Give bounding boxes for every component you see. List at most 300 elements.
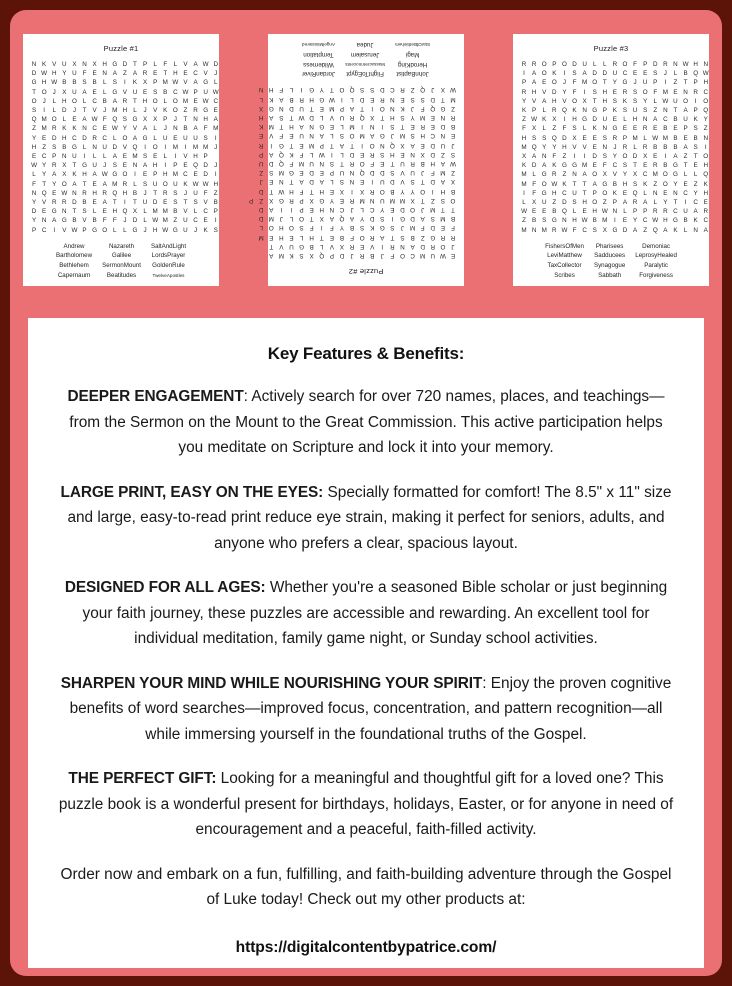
grid-letter: I [214,171,217,179]
grid-letter: K [562,180,567,188]
grid-letter: O [561,61,567,68]
grid-letter: E [122,153,127,161]
grid-letter: A [653,116,658,124]
grid-letter: T [133,97,137,105]
grid-letter: C [390,86,395,94]
grid-letter [246,122,256,131]
grid-letter: R [400,86,405,94]
grid-letter: S [112,79,117,87]
grid-letter: E [153,153,158,161]
grid-letter: Y [693,189,698,197]
feature-block-list [50,384,682,843]
grid-letter: S [112,162,117,170]
grid-letter: A [193,61,198,68]
grid-letter: I [124,199,126,207]
grid-letter: C [203,208,208,216]
grid-letter: U [132,88,138,96]
grid-letter: L [309,150,314,158]
grid-letter: S [632,97,638,105]
grid-letter: Q [278,150,284,158]
grid-letter: H [258,113,264,121]
grid-letter: J [214,162,218,170]
puzzle-card-3[interactable] [513,34,709,286]
grid-letter: V [532,97,537,105]
word-search-grid [29,60,221,235]
grid-letter: O [541,61,547,68]
grid-letter: R [193,107,198,115]
grid-letter: V [203,70,208,78]
grid-letter: Q [339,215,345,223]
grid-letter: O [703,153,709,161]
grid-letter: L [113,226,117,234]
grid-letter: X [602,226,607,234]
grid-letter: P [163,116,168,124]
grid-letter: W [581,217,588,225]
grid-letter: D [152,199,158,207]
grid-letter: K [163,107,168,115]
grid-letter: X [339,242,345,250]
grid-letter: C [703,217,709,225]
grid-letter: P [329,252,334,259]
grid-letter: H [122,189,128,197]
grid-letter: M [541,226,547,234]
grid-letter: I [351,187,353,195]
grid-letter [246,104,256,113]
grid-letter: N [31,61,37,68]
grid-letter: W [41,70,48,78]
grid-letter: L [542,107,546,115]
grid-letter: L [683,226,688,234]
grid-letter: W [531,116,538,124]
grid-letter: S [82,79,87,87]
grid-letter: Q [31,116,37,124]
grid-letter: T [683,79,688,87]
grid-letter: E [42,134,47,142]
grid-letter: S [279,113,284,121]
grid-letter: W [172,79,179,87]
grid-letter: K [612,107,617,115]
grid-letter: N [193,116,198,124]
grid-letter: U [193,189,198,197]
grid-letter: X [521,153,527,161]
grid-letter: G [142,134,148,142]
grid-letter: U [572,189,577,197]
grid-letter: E [299,169,304,177]
grid-letter: L [123,226,127,234]
grid-letter: W [702,70,709,78]
puzzle-card-2[interactable] [248,34,464,286]
word-list-item: AngelMinistered [301,42,335,48]
grid-letter: I [184,143,187,151]
puzzle-card-1[interactable] [23,34,219,286]
grid-letter: T [390,233,395,241]
grid-letter: E [643,162,648,170]
grid-letter: G [203,107,209,115]
grid-letter: N [349,178,355,186]
grid-letter: B [132,189,138,197]
grid-letter: O [420,187,426,195]
grid-letter: S [299,224,304,232]
grid-letter: I [341,95,343,103]
grid-letter: L [330,178,334,186]
grid-letter: K [132,79,138,87]
grid-letter: N [673,189,678,197]
word-list-column [545,242,584,280]
grid-letter: N [400,242,405,250]
grid-letter: O [622,61,628,68]
grid-letter: O [172,97,178,105]
grid-letter: A [380,233,385,241]
grid-letter: N [349,169,355,177]
word-list-item: Capernaum [57,271,91,279]
grid-letter: A [112,70,117,78]
grid-letter: M [662,88,668,96]
grid-letter: Q [561,208,567,216]
grid-letter: G [309,86,315,94]
grid-letter: C [703,88,709,96]
grid-letter: T [602,79,607,87]
grid-letter: G [319,95,325,103]
grid-letter: Y [52,180,57,188]
grid-letter: T [269,187,274,195]
grid-letter: A [349,215,355,223]
grid-letter: P [612,199,617,207]
grid-letter: X [92,61,97,68]
grid-letter: R [622,88,628,96]
store-url-link[interactable]: https://digitalcontentbypatrice.com/ [235,938,497,956]
grid-letter: S [52,143,57,151]
grid-letter: S [450,150,456,158]
grid-letter: E [592,134,597,142]
grid-letter: O [268,224,274,232]
word-list-item: FishersOfMen [545,242,584,250]
grid-letter: M [298,159,305,167]
grid-letter: P [299,205,304,213]
grid-letter: V [329,113,334,121]
grid-letter: E [92,70,97,78]
grid-letter: S [532,134,537,142]
grid-letter: M [192,143,199,151]
word-list-item: SermonMount [102,262,141,270]
grid-letter: F [102,116,107,124]
grid-letter: E [612,88,617,96]
grid-letter: Y [122,125,127,133]
grid-letter: U [673,97,678,105]
grid-letter: O [703,97,709,105]
grid-letter: R [531,61,537,68]
grid-letter: F [633,61,637,68]
grid-letter: S [542,217,547,225]
grid-letter: K [370,224,375,232]
grid-letter: A [269,150,274,158]
grid-letter: R [82,189,87,197]
grid-letter: R [552,226,557,234]
word-list-item: LeviMatthew [547,252,582,260]
grid-letter: E [683,180,688,188]
grid-letter: W [182,88,189,96]
grid-letter: D [592,153,597,161]
feature-block [50,480,682,557]
promo-frame [10,10,722,976]
grid-letter: O [592,171,598,179]
grid-letter: O [349,132,355,140]
grid-letter: Q [703,171,709,179]
grid-letter: W [111,125,118,133]
grid-letter: S [542,134,547,142]
grid-letter: M [450,95,456,103]
grid-letter: X [142,116,148,124]
grid-letter: A [132,70,138,78]
grid-letter: V [82,217,87,225]
grid-letter: P [173,162,178,170]
grid-letter: Y [521,97,527,105]
grid-letter: D [339,252,345,259]
grid-letter: X [309,252,314,259]
grid-letter: P [153,171,158,179]
grid-letter: A [329,215,334,223]
grid-letter: N [703,61,709,68]
grid-letter: V [582,143,587,151]
grid-letter: S [440,196,445,204]
grid-letter: N [440,132,446,140]
grid-letter: V [562,97,567,105]
grid-letter: L [673,70,678,78]
grid-letter: G [112,61,118,68]
grid-letter: D [562,134,567,142]
grid-letter: V [183,208,188,216]
grid-letter: E [532,208,537,216]
grid-letter: W [601,208,608,216]
grid-letter: X [632,171,638,179]
grid-letter: H [703,162,709,170]
grid-letter: B [683,217,688,225]
puzzle-title: Puzzle #2 [348,267,384,276]
grid-letter: K [521,107,527,115]
grid-letter: G [51,208,57,216]
grid-letter: E [153,70,158,78]
grid-letter: A [410,141,415,149]
grid-letter: Q [349,86,355,94]
grid-letter: L [592,61,597,68]
grid-letter: O [379,187,385,195]
grid-letter [246,214,256,223]
grid-letter: Z [420,233,425,241]
grid-letter: U [142,199,148,207]
grid-letter: B [450,215,456,223]
grid-letter: V [542,88,547,96]
grid-letter: V [183,61,188,68]
grid-letter: N [602,125,608,133]
grid-letter: S [602,134,607,142]
grid-letter: B [102,97,107,105]
grid-letter: T [329,141,334,149]
grid-letter: A [440,159,445,167]
grid-letter: O [61,180,67,188]
grid-letter: L [102,79,107,87]
grid-letter: L [653,97,658,105]
grid-letter: C [430,132,436,140]
grid-letter: D [213,61,219,68]
grid-letter: M [409,224,416,232]
grid-letter: R [162,189,168,197]
grid-letter: N [82,61,87,68]
grid-letter: S [572,70,577,78]
grid-letter: P [653,79,658,87]
grid-letter: D [203,171,208,179]
grid-letter: W [652,134,659,142]
grid-letter: Z [440,150,445,158]
grid-letter: E [450,252,456,259]
grid-letter: S [173,189,178,197]
grid-letter: R [612,61,618,68]
grid-letter: D [309,113,314,121]
grid-letter: E [542,79,547,87]
grid-letter: W [51,79,58,87]
grid-letter: A [82,116,87,124]
word-list-item: Pharisees [595,242,624,250]
grid-letter: R [410,159,415,167]
grid-letter: Q [41,189,47,197]
grid-letter: B [663,143,668,151]
grid-letter: F [370,159,375,167]
feature-body: Looking for a meaningful and thoughtful gift for a loved one? This puzzle book is a wonderful present for birthdays, holidays, Easter, or for anyone in need of encouragement and a peaceful, faith-filled activity. [58,770,674,838]
grid-letter: G [112,88,118,96]
grid-letter: F [572,79,577,87]
grid-letter: T [592,97,597,105]
grid-letter: P [622,134,628,142]
grid-letter: H [572,217,577,225]
grid-letter: K [203,226,208,234]
grid-letter: G [172,226,178,234]
grid-letter: H [51,70,57,78]
grid-letter: X [132,208,138,216]
grid-letter: U [410,169,415,177]
grid-letter: M [420,252,426,259]
grid-letter: H [62,97,67,105]
grid-letter: C [173,88,178,96]
grid-letter: Q [359,169,365,177]
grid-letter: M [258,233,264,241]
grid-letter: H [703,79,709,87]
word-list-item: Andrew [63,242,85,250]
grid-letter: D [82,134,87,142]
grid-letter: T [582,180,587,188]
grid-letter: E [102,125,107,133]
grid-letter: J [421,169,425,177]
grid-letter: R [632,199,638,207]
features-heading: Key Features & Benefits: [267,344,465,363]
grid-letter: N [663,107,668,115]
grid-letter: M [440,215,446,223]
grid-letter: N [31,189,37,197]
grid-letter: B [72,79,77,87]
grid-letter: R [369,233,375,241]
word-list-item: TaxCollector [547,262,582,270]
grid-letter: H [62,134,67,142]
grid-letter: D [309,169,314,177]
word-list-item: Wilderness [303,60,334,68]
grid-letter: U [162,134,168,142]
grid-letter: N [173,125,178,133]
grid-letter: L [153,61,157,68]
grid-letter: P [602,107,607,115]
grid-letter: M [203,143,209,151]
grid-letter: R [92,134,97,142]
grid-letter: O [572,97,577,105]
grid-letter: M [112,107,118,115]
grid-letter: X [72,61,77,68]
grid-letter: Z [213,189,218,197]
grid-letter: E [193,171,198,179]
grid-letter: T [183,116,188,124]
grid-letter: P [52,153,57,161]
grid-letter: A [319,178,324,186]
grid-letter: E [582,208,587,216]
grid-letter: F [289,159,294,167]
grid-letter: D [380,86,385,94]
grid-letter: H [390,150,395,158]
grid-letter: Y [319,86,324,94]
grid-letter: D [622,226,628,234]
grid-letter: H [92,189,97,197]
grid-letter: M [268,215,274,223]
grid-letter: H [582,199,587,207]
grid-letter: M [268,123,274,131]
word-list-item: Judea [356,41,374,49]
grid-letter: C [612,162,618,170]
grid-letter: N [62,153,67,161]
word-list-item: Magi [405,50,420,58]
grid-letter: F [572,88,577,96]
grid-letter: A [193,125,198,133]
grid-letter: F [420,104,425,112]
grid-letter: B [309,242,314,250]
grid-letter: N [309,123,314,131]
grid-letter: E [193,97,198,105]
grid-letter: S [400,233,405,241]
grid-letter: O [299,215,304,223]
grid-letter: D [592,70,597,78]
grid-letter: A [52,217,57,225]
grid-letter: L [522,199,526,207]
grid-letter: L [582,125,587,133]
grid-letter: Z [430,196,435,204]
word-list-column [102,242,141,280]
grid-letter: C [683,189,688,197]
grid-letter: L [52,107,56,115]
grid-letter: T [673,107,678,115]
grid-letter: D [430,150,436,158]
grid-letter: S [153,88,158,96]
grid-letter: O [172,107,178,115]
grid-letter: W [278,187,285,195]
grid-letter: W [212,88,219,96]
grid-letter: B [173,208,178,216]
word-list-item: Synagogue [593,262,626,270]
grid-letter: Q [561,107,567,115]
grid-letter [246,150,256,159]
word-list-item: Beatitudes [106,271,137,279]
grid-letter: V [183,153,188,161]
grid-letter: M [112,180,118,188]
grid-letter: H [41,79,47,87]
grid-letter: S [400,113,405,121]
grid-letter: Q [193,162,198,170]
grid-letter: E [92,88,97,96]
grid-letter: J [613,143,617,151]
grid-letter [246,85,256,94]
grid-letter: C [92,97,97,105]
